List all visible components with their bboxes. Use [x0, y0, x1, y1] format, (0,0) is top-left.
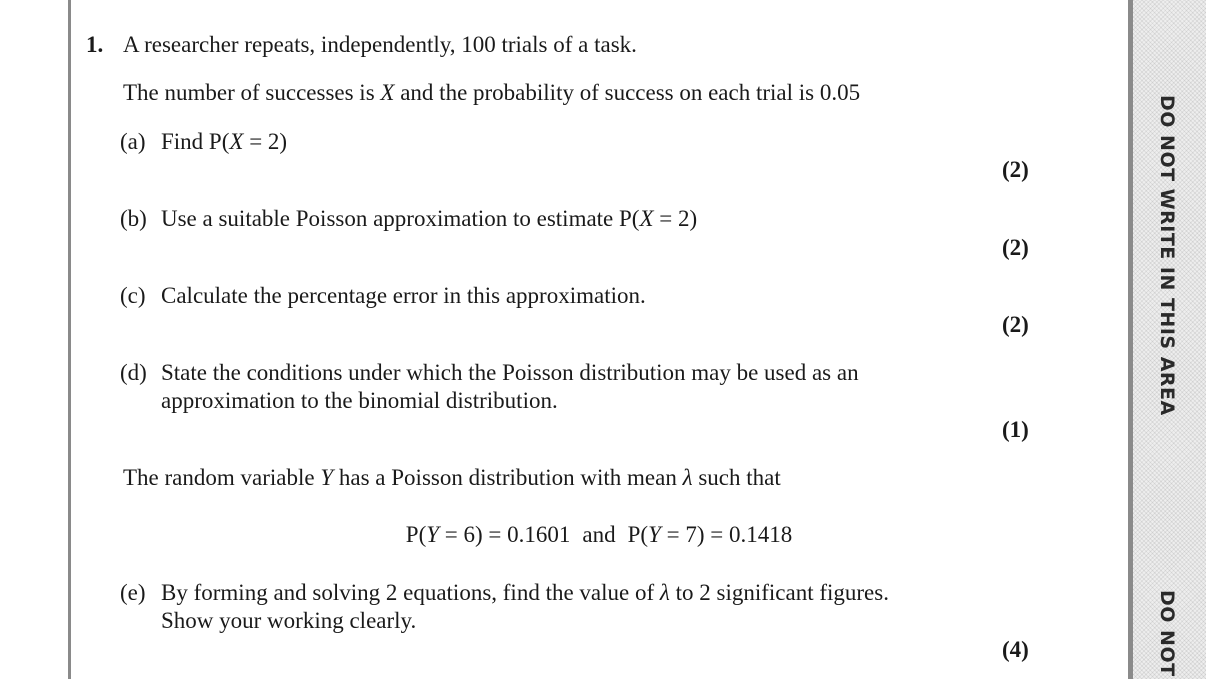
poisson-equations — [0, 521, 1206, 549]
margin-warning-upper: DO NOT WRITE IN THIS AREA — [1156, 95, 1178, 416]
part-d-label: (d) — [120, 360, 147, 385]
part-b-text: Use a suitable Poisson approximation to estimate P(X = 2) — [161, 206, 698, 231]
margin-warning-lower: DO NOT — [1156, 590, 1178, 677]
part-b-marks: (2) — [1002, 235, 1029, 260]
equation-left: P(Y = 6) = 0.1601 — [405, 522, 571, 547]
part-e-text-line2: Show your working clearly. — [161, 608, 417, 633]
equation-connector: and — [582, 522, 616, 547]
part-e-marks: (4) — [1002, 637, 1029, 662]
question-number: 1. — [86, 32, 104, 57]
equation-right: P(Y = 7) = 0.1418 — [627, 522, 793, 547]
part-c-marks: (2) — [1002, 312, 1029, 337]
part-a-text: Find P(X = 2) — [161, 129, 288, 154]
part-d-text-line2: approximation to the binomial distribution. — [161, 388, 558, 413]
question-context: The number of successes is X and the probability of success on each trial is 0.05 — [123, 80, 861, 105]
left-page-border — [68, 0, 71, 679]
part-c-label: (c) — [120, 283, 146, 308]
part-a-label: (a) — [120, 129, 146, 154]
question-intro: A researcher repeats, independently, 100 trials of a task. — [123, 32, 637, 57]
part-d-text-line1: State the conditions under which the Poisson distribution may be used as an — [161, 360, 859, 385]
part-e-label: (e) — [120, 580, 146, 605]
part-e-text-line1: By forming and solving 2 equations, find the value of λ to 2 significant figures. — [161, 580, 889, 605]
part-c-text: Calculate the percentage error in this approximation. — [161, 283, 646, 308]
part-a-marks: (2) — [1002, 157, 1029, 182]
poisson-statement: The random variable Y has a Poisson distribution with mean λ such that — [123, 465, 781, 490]
part-d-marks: (1) — [1002, 417, 1029, 442]
part-b-label: (b) — [120, 206, 147, 231]
